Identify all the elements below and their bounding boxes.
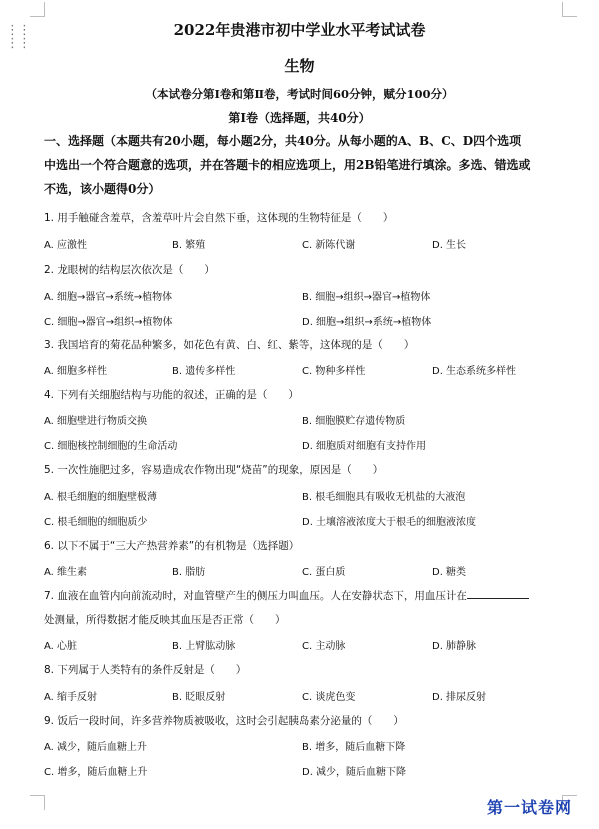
option: D. 排尿反射 <box>432 692 487 703</box>
option: C. 细胞→器官→组织→植物体 <box>44 317 173 328</box>
option: A. 细胞→器官→系统→植物体 <box>44 292 173 303</box>
option: B. 上臂肱动脉 <box>172 641 236 652</box>
crop-mark-top-left <box>30 2 45 17</box>
question-stem: 5. 一次性施肥过多，容易造成农作物出现“烧苗”的现象，原因是（ ） <box>44 464 384 476</box>
question-stem: 8. 下列属于人类特有的条件反射是（ ） <box>44 664 247 676</box>
option: D. 细胞质对细胞有支持作用 <box>302 441 427 452</box>
instruction-line: 不选，该小题得0分） <box>44 182 161 196</box>
option: D. 细胞→组织→系统→植物体 <box>302 317 432 328</box>
exam-note: （本试卷分第Ⅰ卷和第Ⅱ卷，考试时间60分钟，赋分100分） <box>145 87 454 101</box>
option: A. 减少，随后血糖上升 <box>44 742 148 753</box>
option: D. 生长 <box>432 240 467 251</box>
option: C. 谈虎色变 <box>302 692 356 703</box>
option: A. 应激性 <box>44 240 88 251</box>
watermark-logo: 第一试卷网 <box>487 798 573 817</box>
option: B. 脂肪 <box>172 567 206 578</box>
drag-handle-icon[interactable]: ⋮⋮ ⋮⋮ <box>6 23 30 51</box>
option: C. 新陈代谢 <box>302 240 356 251</box>
option: B. 遗传多样性 <box>172 366 236 377</box>
question-stem: 9. 饭后一段时间，许多营养物质被吸收，这时会引起胰岛素分泌量的（ ） <box>44 715 404 727</box>
option: A. 细胞壁进行物质交换 <box>44 416 148 427</box>
option: A. 根毛细胞的细胞壁极薄 <box>44 492 158 503</box>
option: B. 增多，随后血糖下降 <box>302 742 406 753</box>
question-stem: 6. 以下不属于“三大产热营养素”的有机物是（选择题） <box>44 540 300 552</box>
option: D. 糖类 <box>432 567 467 578</box>
question-stem-text: 7. 血液在血管内向前流动时，对血管壁产生的侧压力叫血压。人在安静状态下，用血压计在 <box>44 590 467 602</box>
question-stem: 4. 下列有关细胞结构与功能的叙述，正确的是（ ） <box>44 389 299 401</box>
option: B. 眨眼反射 <box>172 692 226 703</box>
option: A. 心脏 <box>44 641 78 652</box>
option: C. 细胞核控制细胞的生命活动 <box>44 441 178 452</box>
question-stem: 2. 龙眼树的结构层次依次是（ ） <box>44 264 215 276</box>
instruction-line: 中选出一个符合题意的选项，并在答题卡的相应选项上，用2B铅笔进行填涂。多选、错选或 <box>44 158 531 172</box>
option: C. 根毛细胞的细胞质少 <box>44 517 148 528</box>
option: D. 土壤溶液浓度大于根毛的细胞液浓度 <box>302 517 477 528</box>
option: B. 细胞膜贮存遗传物质 <box>302 416 406 427</box>
option: B. 繁殖 <box>172 240 206 251</box>
option: C. 蛋白质 <box>302 567 346 578</box>
option: D. 肺静脉 <box>432 641 477 652</box>
option: B. 细胞→组织→器官→植物体 <box>302 292 431 303</box>
crop-mark-bottom-left <box>30 795 45 810</box>
option: B. 根毛细胞具有吸收无机盐的大液泡 <box>302 492 466 503</box>
option: A. 缩手反射 <box>44 692 98 703</box>
question-stem <box>44 588 564 603</box>
question-stem-continued: 处测量，所得数据才能反映其血压是否正常（ ） <box>44 614 286 626</box>
option: A. 维生素 <box>44 567 88 578</box>
exam-title: 2022年贵港市初中学业水平考试试卷 <box>173 21 426 39</box>
question-stem: 1. 用手触碰含羞草，含羞草叶片会自然下垂，这体现的生物特征是（ ） <box>44 212 394 224</box>
option: D. 减少，随后血糖下降 <box>302 767 407 778</box>
section-title: 第Ⅰ卷（选择题，共40分） <box>228 111 371 125</box>
option: A. 细胞多样性 <box>44 366 108 377</box>
question-stem: 3. 我国培育的菊花品种繁多，如花色有黄、白、红、紫等，这体现的是（ ） <box>44 339 415 351</box>
option: C. 增多，随后血糖上升 <box>44 767 148 778</box>
instruction-line: 一、选择题（本题共有20小题，每小题2分，共40分。从每小题的A、B、C、D四个选项 <box>44 134 522 148</box>
crop-mark-top-right <box>562 2 577 17</box>
answer-blank <box>467 588 529 599</box>
subject-title: 生物 <box>284 57 315 75</box>
option: D. 生态系统多样性 <box>432 366 517 377</box>
option: C. 物种多样性 <box>302 366 366 377</box>
option: C. 主动脉 <box>302 641 346 652</box>
